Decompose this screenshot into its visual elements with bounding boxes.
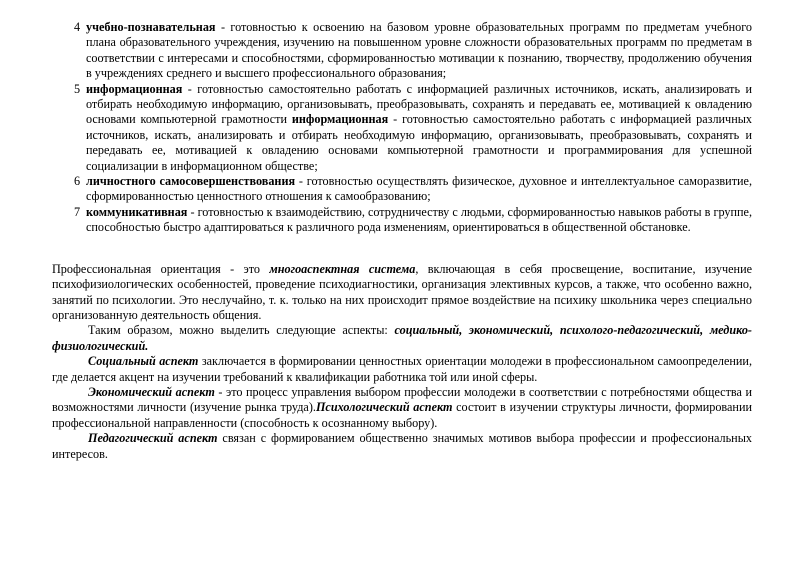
emphasis: Педагогический аспект — [88, 431, 218, 446]
paragraph-social — [52, 354, 752, 385]
list-number: 6 — [74, 174, 81, 189]
list-item — [52, 20, 752, 82]
list-item — [52, 174, 752, 205]
competency-list — [52, 20, 752, 236]
emphasis: Социальный аспект — [88, 354, 199, 369]
term-description: - готовностью к освоению на базовом уровне образовательных программ по предметам учебного плана образовательного учреждения, изучению на повышенном уровне сложности образовательных программ по предметам в соответствии с интересами и способностями, сформированностью мотивации к познанию, творчеству, продолжению обучения в учреждениях среднего и высшего профессионального образования; — [86, 20, 752, 81]
paragraph-economic — [52, 385, 752, 431]
paragraph-text: связан с формированием общественно значимых мотивов выбора профессии и профессиональных интересов. — [52, 431, 752, 461]
term: коммуникативная — [86, 204, 188, 219]
paragraph-text: - это процесс управления выбором профессии молодежи в соответствии с потребностями общества и возможностями личности (изучение рынка труда). — [52, 384, 752, 415]
paragraph-career-guidance — [52, 262, 752, 324]
paragraph-text: состоит в изучении структуры личности, формировании профессиональной направленности (способность к осознанному выбору). — [52, 400, 752, 430]
emphasis: Психологический аспект — [315, 400, 453, 415]
paragraph-text: , включающая в себя просвещение, воспитание, изучение психофизиологических особенностей, проведение психодиагностики, организация элективных курсов, а также, что особенно важно, занятий по психологии. Это неслучайно, т. к. только на них происходит прямое воздействие на психику школьника через специально организованную деятельность общения. — [52, 261, 753, 322]
term-description: - готовностью самостоятельно работать с информацией различных источников, искать, анализировать и отбирать необходимую информацию, организовывать, преобразовывать, сохранять и передавать ее, мотивацией к овладению основами компьютерной грамотности — [86, 81, 752, 127]
emphasis: социальный, экономический, психолого-педагогический, медико-физиологический. — [52, 323, 752, 353]
list-item — [52, 82, 752, 174]
paragraph-text: Таким образом, можно выделить следующие аспекты: — [88, 323, 395, 338]
term: информационная — [86, 81, 183, 96]
paragraph-text: Профессиональная ориентация - это — [52, 261, 270, 276]
list-number: 7 — [74, 204, 81, 219]
list-item — [52, 205, 752, 236]
term-description: - готовностью осуществлять физическое, духовное и интеллектуальное саморазвитие, сформированностью ценностного отношения к самообразованию; — [86, 174, 752, 204]
emphasis: многоаспектная система — [269, 261, 416, 276]
paragraph-text: заключается в формировании ценностных ориентации молодежи в профессиональном самоопределении, где делается акцент на изучении требований к квалификации работника той или иной сферы. — [52, 354, 752, 384]
emphasis: Экономический аспект — [88, 384, 215, 399]
term: учебно-познавательная — [86, 20, 216, 34]
paragraph-aspects — [52, 323, 752, 354]
term-description: - готовностью самостоятельно работать с информацией различных источников, искать, анализировать и отбирать необходимую информацию, организовывать, преобразовывать, сохранять и передавать ее, мотивацией к овладению основами компьютерной грамотности и программирования для успешной социализации в информационном обществе; — [86, 112, 752, 173]
list-number: 5 — [74, 81, 81, 96]
list-number: 4 — [74, 20, 81, 34]
paragraph-pedagogical — [52, 431, 752, 462]
term-description: - готовностью к взаимодействию, сотрудничеству с людьми, сформированностью навыков работы в группе, способностью быстро адаптироваться к различного рода изменениям, ориентироваться в общественной обстановке. — [86, 204, 752, 235]
term: личностного самосовершенствования — [86, 174, 296, 189]
spacer — [52, 236, 752, 262]
term: информационная — [291, 112, 389, 127]
